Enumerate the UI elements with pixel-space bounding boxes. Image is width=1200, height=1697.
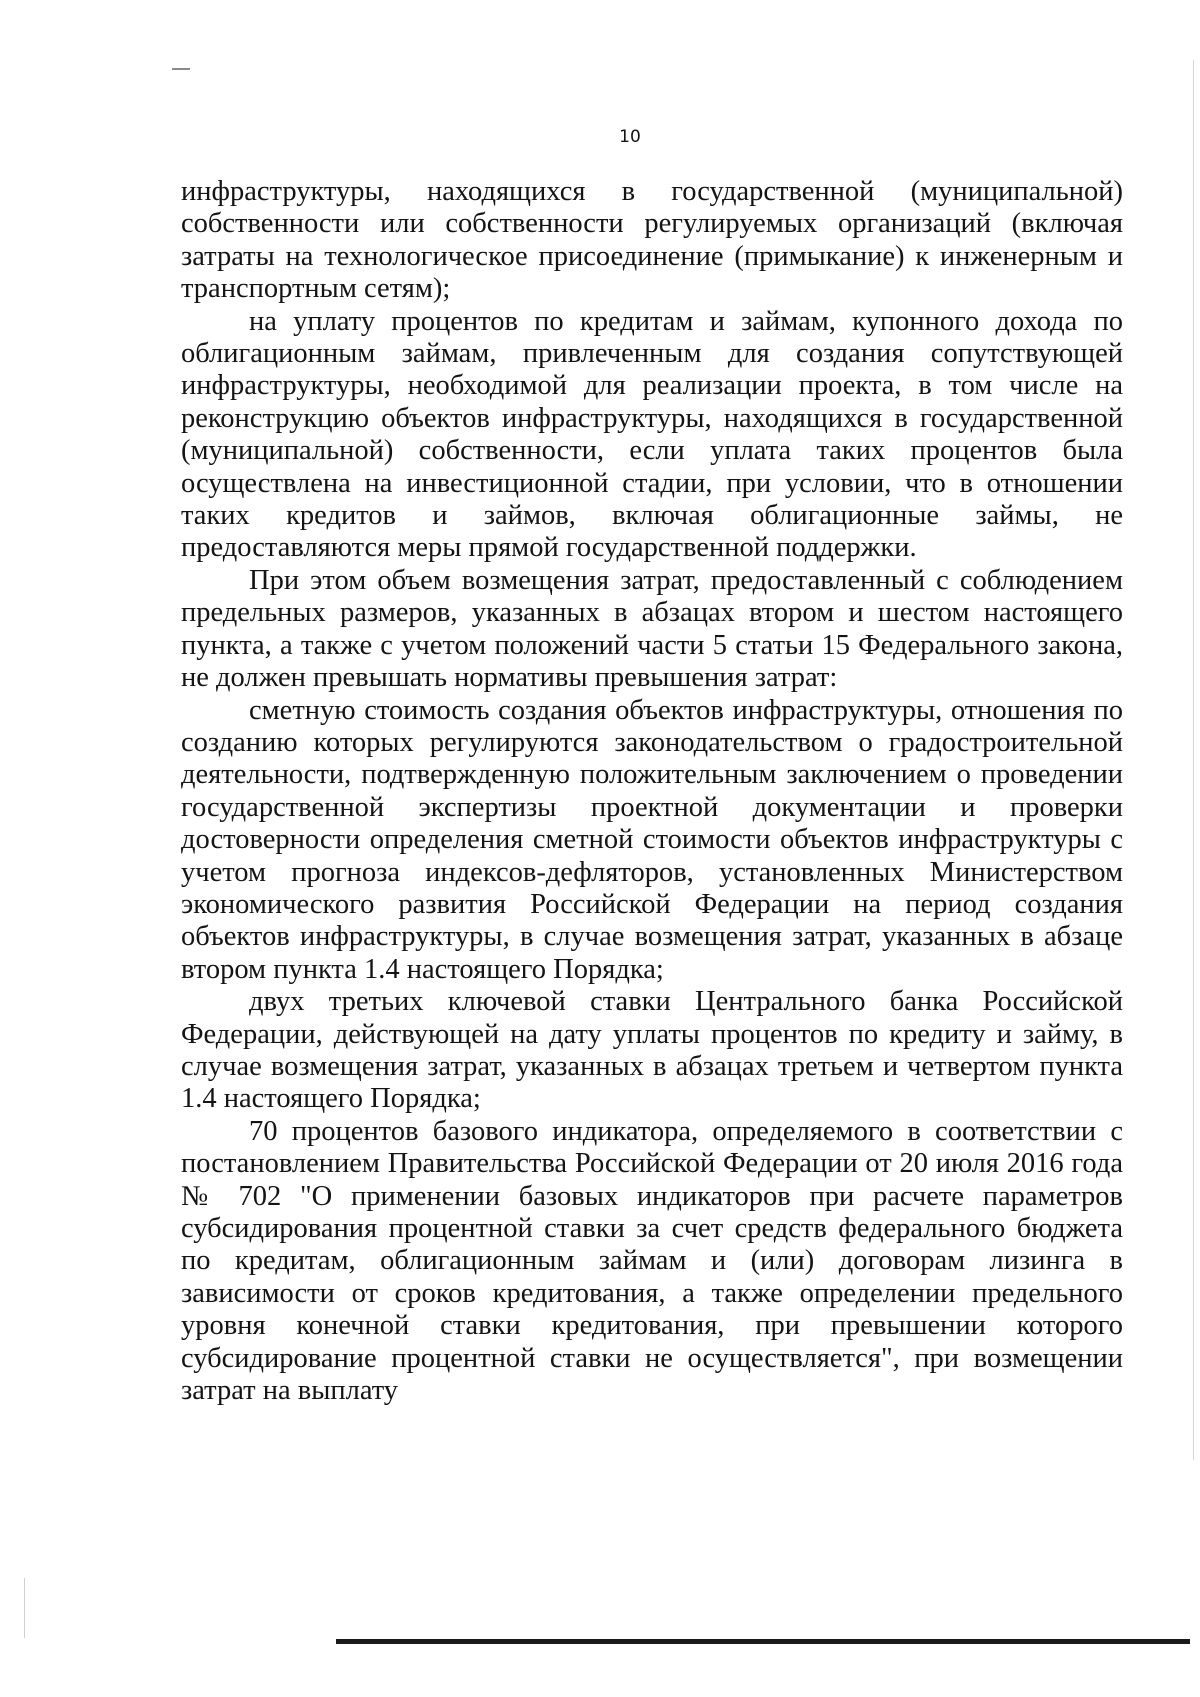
document-body [181, 176, 1123, 1407]
scan-artifact-mark [172, 68, 190, 70]
paragraph: на уплату процентов по кредитам и займам, купонного дохода по облигационным займам, привлеченным для создания сопутствующей инфраструктуры, необходимой для реализации проекта, в том числе на реконструкцию объектов инфраструктуры, находящихся в государственной (муниципальной) собственности, если уплата таких процентов была осуществлена на инвестиционной стадии, при условии, что в отношении таких кредитов и займов, включая облигационные займы, не предоставляются меры прямой государственной поддержки. [181, 305, 1123, 564]
paragraph: 70 процентов базового индикатора, определяемого в соответствии с постановлением Правительства Российской Федерации от 20 июля 2016 года № 702 "О применении базовых индикаторов при расчете параметров субсидирования процентной ставки за счет средств федерального бюджета по кредитам, облигационным займам и (или) договорам лизинга в зависимости от сроков кредитования, а также определении предельного уровня конечной ставки кредитования, при превышении которого субсидирование процентной ставки не осуществляется", при возмещении затрат на выплату [181, 1115, 1123, 1407]
paragraph: двух третьих ключевой ставки Центрального банка Российской Федерации, действующей на дату уплаты процентов по кредиту и займу, в случае возмещения затрат, указанных в абзацах третьем и четвертом пункта 1.4 настоящего Порядка; [181, 986, 1123, 1115]
paragraph: сметную стоимость создания объектов инфраструктуры, отношения по созданию которых регулируются законодательством о градостроительной деятельности, подтвержденную положительным заключением о проведении государственной экспертизы проектной документации и проверки достоверности определения сметной стоимости объектов инфраструктуры с учетом прогноза индексов-дефляторов, установленных Министерством экономического развития Российской Федерации на период создания объектов инфраструктуры, в случае возмещения затрат, указанных в абзаце втором пункта 1.4 настоящего Порядка; [181, 694, 1123, 985]
page-number: 10 [619, 127, 641, 147]
scan-edge-line [1193, 60, 1194, 1460]
bottom-rule [336, 1639, 1190, 1644]
scan-edge-line [24, 1578, 25, 1638]
paragraph: инфраструктуры, находящихся в государственной (муниципальной) собственности или собственности регулируемых организаций (включая затраты на технологическое присоединение (примыкание) к инженерным и транспортным сетям); [181, 176, 1123, 305]
paragraph: При этом объем возмещения затрат, предоставленный с соблюдением предельных размеров, указанных в абзацах втором и шестом настоящего пункта, а также с учетом положений части 5 статьи 15 Федерального закона, не должен превышать нормативы превышения затрат: [181, 564, 1123, 694]
